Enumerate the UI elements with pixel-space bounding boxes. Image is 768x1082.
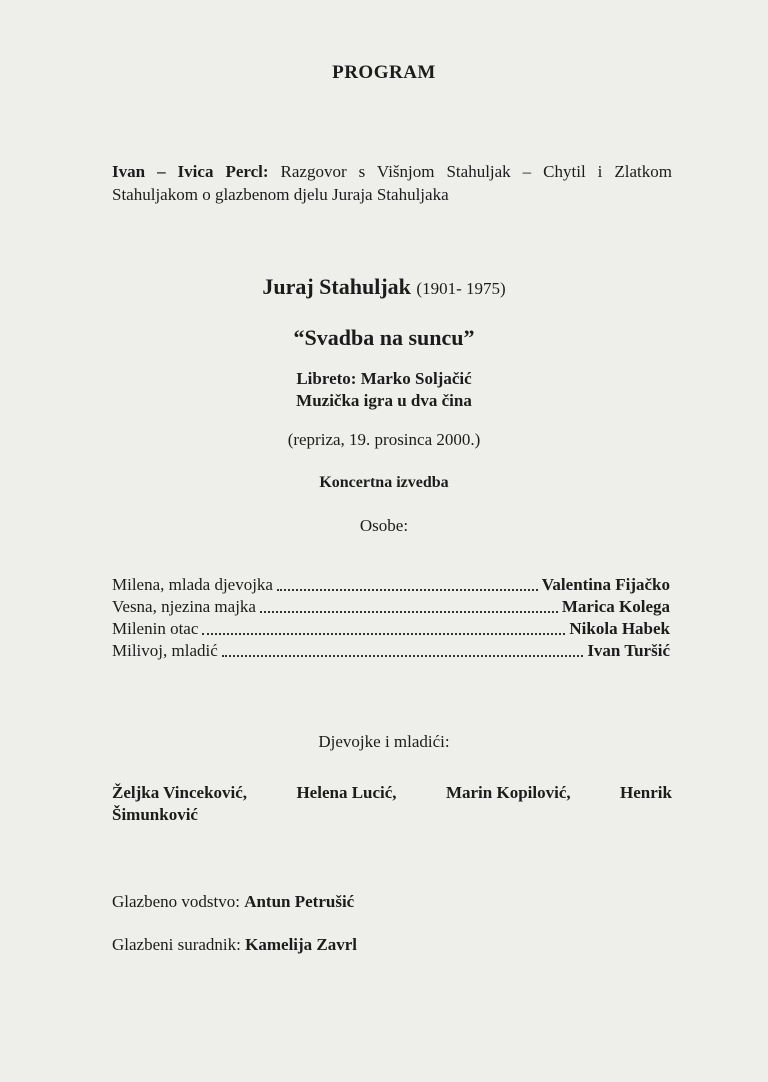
dot-leader xyxy=(260,599,558,613)
cast-row xyxy=(112,618,670,640)
composer-line xyxy=(0,274,768,300)
page-title: PROGRAM xyxy=(332,62,436,83)
work-credits xyxy=(0,368,768,412)
chorus-name: Marin Kopilović, xyxy=(445,783,571,802)
intro-text: Razgovor s Višnjom Stahuljak – Chytil i Zlatkom Stahuljakom o glazbenom djelu Juraja Stahuljaka xyxy=(112,162,672,204)
cast-role: Milena, mlada djevojka xyxy=(112,575,273,594)
cast-role: Milivoj, mladić xyxy=(112,641,218,660)
chorus-name: Željka Vinceković, xyxy=(112,783,248,802)
cast-role: Milenin otac xyxy=(112,619,199,638)
chorus-list xyxy=(112,782,672,826)
dot-leader xyxy=(277,577,538,591)
intro-speaker: Ivan – Ivica Percl: xyxy=(112,162,269,181)
cast-row xyxy=(112,574,670,596)
cast-role: Vesna, njezina majka xyxy=(112,597,256,616)
collaborator-label: Glazbeni suradnik: xyxy=(112,935,241,954)
chorus-name: Henrik xyxy=(620,783,672,802)
dot-leader xyxy=(222,643,584,657)
collaborator-line xyxy=(112,935,357,955)
chorus-heading: Djevojke i mladići: xyxy=(318,732,450,751)
chorus-name: Helena Lucić, xyxy=(296,783,397,802)
chorus-name: Šimunković xyxy=(112,805,198,824)
cast-heading: Osobe: xyxy=(359,516,409,535)
cast-actor: Nikola Habek xyxy=(569,619,670,638)
performance-type: Koncertna izvedba xyxy=(319,474,449,491)
music-direction-label: Glazbeno vodstvo: xyxy=(112,892,240,911)
music-direction-line xyxy=(112,892,354,912)
cast-row xyxy=(112,640,670,662)
composer-name: Juraj Stahuljak xyxy=(262,274,411,299)
intro-paragraph xyxy=(112,160,672,206)
cast-actor: Valentina Fijačko xyxy=(541,575,670,594)
genre-line: Muzička igra u dva čina xyxy=(296,391,472,410)
collaborator-name: Kamelija Zavrl xyxy=(245,935,358,954)
work-title: “Svadba na suncu” xyxy=(293,325,475,350)
cast-actor: Ivan Turšić xyxy=(587,641,670,660)
composer-years: (1901- 1975) xyxy=(416,279,506,298)
chorus-line xyxy=(112,782,672,804)
cast-list xyxy=(112,574,670,662)
dot-leader xyxy=(202,621,565,635)
cast-row xyxy=(112,596,670,618)
music-direction-name: Antun Petrušić xyxy=(244,892,355,911)
libreto-line: Libreto: Marko Soljačić xyxy=(296,369,472,388)
chorus-line xyxy=(112,804,672,826)
cast-actor: Marica Kolega xyxy=(561,597,670,616)
repriza-line: (repriza, 19. prosinca 2000.) xyxy=(287,430,481,449)
